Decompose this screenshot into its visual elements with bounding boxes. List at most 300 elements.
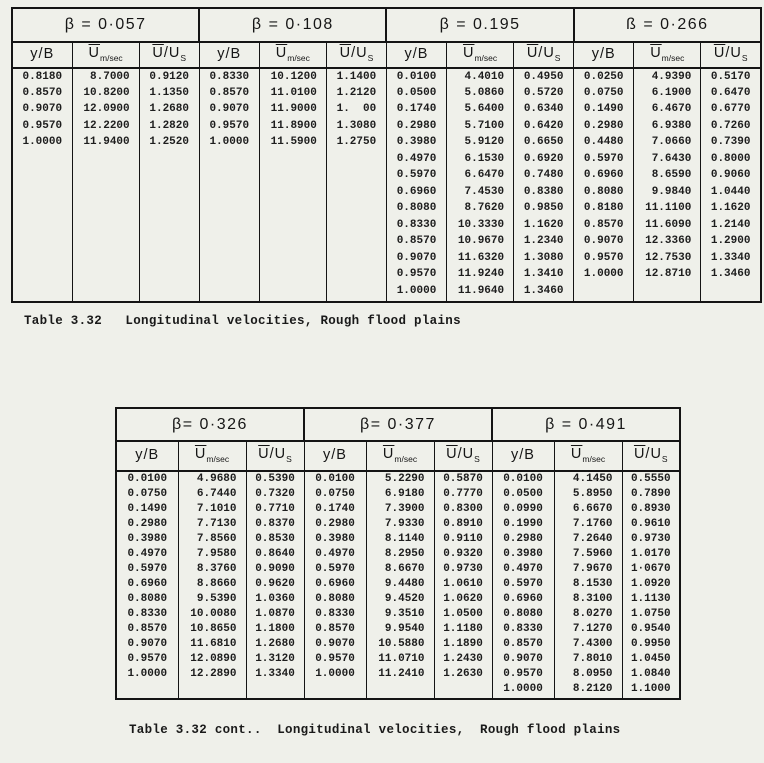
table-cell: 7.2640: [554, 531, 622, 546]
table-cell: 0.4970: [386, 150, 446, 167]
table-cell: [72, 216, 139, 233]
table-cell: [72, 233, 139, 250]
table-cell: 7.5960: [554, 546, 622, 561]
table-cell: 5.8950: [554, 486, 622, 501]
table-cell: 11.1100: [634, 200, 701, 217]
table-cell: 11.0100: [259, 84, 326, 101]
table-cell: [12, 216, 72, 233]
empty-cell: [246, 696, 304, 699]
table-cell: 8.1140: [366, 531, 434, 546]
table-cell: 0.9110: [434, 531, 492, 546]
table-cell: 0.8330: [492, 621, 554, 636]
col-header-normalized-velocity: $\overline{U}/U_S$: [434, 441, 492, 471]
table-cell: 0.8080: [127, 592, 168, 605]
table-cell: 7.4300: [554, 636, 622, 651]
table-cell: 0.2980: [304, 516, 366, 531]
table-cell: [72, 282, 139, 299]
table-cell: 0.8080: [492, 606, 554, 621]
table-cell: 7.3900: [366, 501, 434, 516]
table-cell: 10.5880: [366, 636, 434, 651]
table-cell: [199, 216, 259, 233]
table-cell: 0.8180: [22, 70, 63, 83]
table-cell: 0.8570: [304, 621, 366, 636]
table-cell: [326, 183, 386, 200]
table-cell: 11.8900: [259, 117, 326, 134]
table-cell: 1.0000: [574, 266, 634, 283]
table-cell: [139, 216, 199, 233]
table-cell: 0.0750: [304, 486, 366, 501]
table-cell: 8.3100: [554, 591, 622, 606]
table-cell: 12.3360: [634, 233, 701, 250]
table-cell: 0.9620: [246, 576, 304, 591]
col-header-y-over-b: y/B: [116, 441, 178, 471]
table-cell: [12, 200, 72, 217]
table-cell: 0.6650: [514, 134, 574, 151]
table-cell: 1.1800: [246, 621, 304, 636]
table-cell: 1.2680: [246, 636, 304, 651]
empty-cell: [634, 299, 701, 302]
empty-cell: [366, 696, 434, 699]
table-cell: 0.0500: [492, 486, 554, 501]
table-cell: 0.9070: [127, 637, 168, 650]
table-cell: 0.9070: [574, 233, 634, 250]
table-cell: 0.9120: [139, 68, 199, 85]
table-cell: 11.2410: [366, 666, 434, 681]
table-row: [116, 681, 680, 696]
table-cell: [139, 249, 199, 266]
col-header-y-over-b: y/B: [199, 42, 259, 68]
table-cell: 1.1000: [622, 681, 680, 696]
table-cell: 8.0950: [554, 666, 622, 681]
velocity-table-2: [115, 407, 681, 700]
table-cell: 0.8000: [701, 150, 761, 167]
table-cell: 0.8080: [304, 591, 366, 606]
table-cell: 1.1400: [326, 68, 386, 85]
table-cell: [72, 200, 139, 217]
table-cell: [366, 681, 434, 696]
table-cell: 6.6670: [554, 501, 622, 516]
table-cell: 9.9540: [366, 621, 434, 636]
table-cell: 1·0670: [622, 561, 680, 576]
table-cell: 7.1010: [178, 501, 246, 516]
table-cell: 1.0360: [246, 591, 304, 606]
table-cell: 0.9070: [22, 103, 63, 116]
table-cell: 1.0000: [199, 134, 259, 151]
table-cell: 1.2820: [139, 117, 199, 134]
table-cell: 8.2120: [554, 681, 622, 696]
table-row: [116, 501, 680, 516]
empty-cell: [574, 299, 634, 302]
beta-header: β = 0.195: [386, 8, 573, 42]
table-cell: 1.3120: [246, 651, 304, 666]
table-cell: 0.5970: [386, 167, 446, 184]
table-cell: [139, 150, 199, 167]
table-cell: [199, 150, 259, 167]
col-header-y-over-b: y/B: [304, 441, 366, 471]
table-cell: 0.8330: [386, 216, 446, 233]
empty-cell: [116, 696, 178, 699]
table-cell: 1.0920: [622, 576, 680, 591]
table-cell: 0.7260: [701, 117, 761, 134]
empty-cell: [259, 299, 326, 302]
table-cell: 12.2890: [178, 666, 246, 681]
velocity-table-1: [11, 7, 762, 303]
table-cell: 0.6960: [304, 576, 366, 591]
table-cell: 0.5970: [574, 150, 634, 167]
table-cell: [259, 216, 326, 233]
table-cell: 1.1130: [622, 591, 680, 606]
table-cell: 8.2950: [366, 546, 434, 561]
col-header-mean-velocity: $\overline{U}_{m/sec}$: [554, 441, 622, 471]
table-cell: [574, 282, 634, 299]
table-2-caption: Table 3.32 cont.. Longitudinal velocities, Rough flood plains: [129, 723, 621, 737]
table-cell: 0.0250: [574, 68, 634, 85]
table-cell: 7.1270: [554, 621, 622, 636]
table-cell: 0.9570: [127, 652, 168, 665]
table-cell: 5.7100: [447, 117, 514, 134]
table-cell: 12.0890: [178, 651, 246, 666]
empty-cell: [72, 299, 139, 302]
table-cell: 0.9060: [701, 167, 761, 184]
empty-cell: [326, 299, 386, 302]
table-cell: 0.6960: [127, 577, 168, 590]
table-cell: 1.2680: [139, 101, 199, 118]
table-cell: 0.2980: [492, 531, 554, 546]
table-cell: 1.0000: [492, 681, 554, 696]
table-row: [116, 651, 680, 666]
table-cell: 0.0750: [127, 487, 168, 500]
table-cell: 0.1740: [386, 101, 446, 118]
table-cell: 0.6920: [514, 150, 574, 167]
table-cell: 10.1200: [259, 68, 326, 85]
table-cell: 7.0660: [634, 134, 701, 151]
table-cell: 0.9570: [22, 119, 63, 132]
table-row: [116, 486, 680, 501]
table-cell: 10.8650: [178, 621, 246, 636]
table-cell: [12, 233, 72, 250]
table-cell: 0.2980: [127, 517, 168, 530]
table-cell: 0.8330: [199, 68, 259, 85]
table-cell: 0.7770: [434, 486, 492, 501]
table-cell: 0.5170: [701, 68, 761, 85]
empty-cell: [386, 299, 446, 302]
table-cell: 1.2630: [434, 666, 492, 681]
table-cell: 8.3760: [178, 561, 246, 576]
table-cell: [259, 282, 326, 299]
table-cell: 1.3410: [514, 266, 574, 283]
table-cell: [326, 150, 386, 167]
table-cell: 1.0170: [622, 546, 680, 561]
table-cell: 0.6960: [386, 183, 446, 200]
table-cell: 0.4970: [492, 561, 554, 576]
table-cell: 0.4970: [127, 547, 168, 560]
empty-cell: [514, 299, 574, 302]
table-cell: 0.8910: [434, 516, 492, 531]
table-cell: 1.2120: [326, 84, 386, 101]
table-cell: [116, 681, 178, 696]
beta-header: β = 0·491: [492, 408, 680, 441]
table-cell: 0.9610: [622, 516, 680, 531]
table-cell: [259, 249, 326, 266]
table-cell: 0.8180: [574, 200, 634, 217]
table-cell: 0.9570: [199, 117, 259, 134]
table-filler-row: [12, 299, 761, 302]
table-cell: 5.0860: [447, 84, 514, 101]
table-row: [116, 621, 680, 636]
table-cell: 0.3980: [127, 532, 168, 545]
empty-cell: [139, 299, 199, 302]
table-1-caption: Table 3.32 Longitudinal velocities, Rough flood plains: [24, 314, 461, 328]
table-cell: 1.2430: [434, 651, 492, 666]
table-cell: [12, 282, 72, 299]
table-cell: 9.5390: [178, 591, 246, 606]
table-cell: 0.5720: [514, 84, 574, 101]
table-cell: [199, 249, 259, 266]
table-cell: 1.1890: [434, 636, 492, 651]
table-cell: 7.9670: [554, 561, 622, 576]
table-cell: 0.0990: [492, 501, 554, 516]
table-cell: [326, 233, 386, 250]
table-cell: 0.3980: [304, 531, 366, 546]
table-cell: [139, 167, 199, 184]
beta-header: β= 0·377: [304, 408, 492, 441]
table-row: [12, 84, 761, 101]
table-cell: 0.6960: [492, 591, 554, 606]
table-cell: [326, 216, 386, 233]
table-cell: 0.1490: [574, 101, 634, 118]
table-cell: 1.3460: [701, 266, 761, 283]
beta-header: ß = 0·266: [574, 8, 761, 42]
table-cell: 0.9570: [304, 651, 366, 666]
table-cell: [199, 183, 259, 200]
table-cell: 0.9570: [386, 266, 446, 283]
table-cell: 5.9120: [447, 134, 514, 151]
table-cell: [199, 282, 259, 299]
table-row: [12, 134, 761, 151]
table-cell: [326, 249, 386, 266]
table-row: [116, 606, 680, 621]
table-cell: 10.3330: [447, 216, 514, 233]
table-cell: 8.1530: [554, 576, 622, 591]
table-cell: 0.8640: [246, 546, 304, 561]
table-cell: 0.9070: [492, 651, 554, 666]
table-cell: [326, 266, 386, 283]
table-cell: 0.1990: [492, 516, 554, 531]
table-cell: [199, 200, 259, 217]
table-cell: 0.8370: [246, 516, 304, 531]
table-cell: [12, 249, 72, 266]
col-header-mean-velocity: $\overline{U}_{m/sec}$: [447, 42, 514, 68]
beta-header: β = 0·108: [199, 8, 386, 42]
table-cell: 0.6340: [514, 101, 574, 118]
table-cell: 0.8300: [434, 501, 492, 516]
table-cell: [259, 150, 326, 167]
table-cell: 1.1620: [701, 200, 761, 217]
table-row: [116, 636, 680, 651]
table-cell: 0.0500: [386, 84, 446, 101]
table-cell: 6.1900: [634, 84, 701, 101]
table-cell: 4.1450: [554, 471, 622, 486]
table-cell: 0.9570: [492, 666, 554, 681]
table-cell: 0.2980: [574, 117, 634, 134]
table-row: [12, 68, 761, 85]
table-cell: 0.5870: [434, 471, 492, 486]
table-cell: 0.1740: [304, 501, 366, 516]
empty-cell: [434, 696, 492, 699]
table-cell: 1.3080: [326, 117, 386, 134]
table-cell: 8.0270: [554, 606, 622, 621]
table-cell: 0.4950: [514, 68, 574, 85]
table-cell: 0.9850: [514, 200, 574, 217]
table-cell: 0.0750: [574, 84, 634, 101]
table-cell: 0.7710: [246, 501, 304, 516]
table-cell: 6.9380: [634, 117, 701, 134]
table-cell: [139, 266, 199, 283]
table-cell: 0.8570: [127, 622, 168, 635]
table-cell: [72, 266, 139, 283]
table-cell: 0.9320: [434, 546, 492, 561]
table-cell: 6.9180: [366, 486, 434, 501]
table-cell: 1.0840: [622, 666, 680, 681]
beta-header: β= 0·326: [116, 408, 304, 441]
table-row: [116, 591, 680, 606]
table-cell: 0.7390: [701, 134, 761, 151]
table-cell: 7.9330: [366, 516, 434, 531]
table-cell: 9.9840: [634, 183, 701, 200]
table-cell: [199, 233, 259, 250]
empty-cell: [178, 696, 246, 699]
table-cell: 0.8570: [492, 636, 554, 651]
table-cell: 0.7320: [246, 486, 304, 501]
table-cell: 0.8570: [22, 86, 63, 99]
table-row: [12, 167, 761, 184]
table-cell: [12, 150, 72, 167]
table-cell: 7.4530: [447, 183, 514, 200]
table-cell: 7.7130: [178, 516, 246, 531]
table-cell: 11.6810: [178, 636, 246, 651]
table-cell: 0.6960: [574, 167, 634, 184]
table-cell: 1.0750: [622, 606, 680, 621]
table-cell: [12, 167, 72, 184]
table-cell: 0.5970: [304, 561, 366, 576]
table-cell: 0.0100: [386, 68, 446, 85]
table-cell: 9.4520: [366, 591, 434, 606]
table-cell: 1.1350: [139, 84, 199, 101]
table-cell: 8.7000: [72, 68, 139, 85]
table-cell: [12, 183, 72, 200]
col-header-normalized-velocity: $\overline{U}/U_S$: [514, 42, 574, 68]
table-cell: 0.9070: [304, 636, 366, 651]
table-cell: 4.9680: [178, 471, 246, 486]
table-row: [116, 666, 680, 681]
table-cell: 1.0870: [246, 606, 304, 621]
empty-cell: [199, 299, 259, 302]
table-cell: 0.2980: [386, 117, 446, 134]
table-cell: 0.5550: [622, 471, 680, 486]
table-cell: 8.6670: [366, 561, 434, 576]
table-cell: 12.7530: [634, 249, 701, 266]
table-cell: 0.8530: [246, 531, 304, 546]
table-cell: [304, 681, 366, 696]
table-cell: 1. 00: [326, 101, 386, 118]
table-cell: [259, 266, 326, 283]
table-cell: 1.3080: [514, 249, 574, 266]
table-cell: 1.0000: [127, 667, 168, 680]
table-cell: 6.4670: [634, 101, 701, 118]
col-header-y-over-b: y/B: [12, 42, 72, 68]
table-cell: 11.6090: [634, 216, 701, 233]
table-cell: [139, 200, 199, 217]
table-cell: 7.8010: [554, 651, 622, 666]
table-cell: [259, 183, 326, 200]
table-cell: 4.4010: [447, 68, 514, 85]
table-cell: [139, 183, 199, 200]
table-row: [12, 117, 761, 134]
col-header-mean-velocity: $\overline{U}_{m/sec}$: [366, 441, 434, 471]
table-cell: 0.6770: [701, 101, 761, 118]
table-cell: 8.6590: [634, 167, 701, 184]
table-cell: [199, 167, 259, 184]
table-cell: 0.4480: [574, 134, 634, 151]
table-cell: 0.0100: [304, 471, 366, 486]
table-cell: 0.8080: [574, 183, 634, 200]
table-cell: 11.0710: [366, 651, 434, 666]
col-header-normalized-velocity: $\overline{U}/U_S$: [139, 42, 199, 68]
table-cell: 1.0000: [304, 666, 366, 681]
table-cell: 0.8570: [574, 216, 634, 233]
table-cell: [72, 249, 139, 266]
table-cell: 0.4970: [304, 546, 366, 561]
table-cell: 0.5970: [492, 576, 554, 591]
table-cell: 1.0500: [434, 606, 492, 621]
table-cell: [72, 183, 139, 200]
table-cell: [701, 282, 761, 299]
col-header-mean-velocity: $\overline{U}_{m/sec}$: [72, 42, 139, 68]
table-cell: 0.0100: [127, 473, 168, 485]
table-cell: [199, 266, 259, 283]
table-cell: 10.8200: [72, 84, 139, 101]
table-cell: 9.3510: [366, 606, 434, 621]
table-cell: [12, 266, 72, 283]
table-row: [12, 282, 761, 299]
table-cell: [259, 233, 326, 250]
table-cell: 0.8930: [622, 501, 680, 516]
table-cell: 0.9950: [622, 636, 680, 651]
table-cell: 0.8080: [386, 200, 446, 217]
table-cell: 0.1490: [127, 502, 168, 515]
table-row: [116, 546, 680, 561]
col-header-y-over-b: y/B: [386, 42, 446, 68]
table-row: [12, 216, 761, 233]
empty-cell: [701, 299, 761, 302]
table-cell: 0.6470: [701, 84, 761, 101]
table-cell: [326, 167, 386, 184]
table-cell: [326, 200, 386, 217]
table-cell: 11.5900: [259, 134, 326, 151]
table-cell: 11.9000: [259, 101, 326, 118]
table-cell: 1.2340: [514, 233, 574, 250]
table-cell: 0.9570: [574, 249, 634, 266]
table-cell: 0.9730: [434, 561, 492, 576]
table-cell: 0.9540: [622, 621, 680, 636]
table-cell: 6.6470: [447, 167, 514, 184]
table-cell: 0.8330: [127, 607, 168, 620]
table-cell: 1.3340: [246, 666, 304, 681]
table-cell: 11.9640: [447, 282, 514, 299]
empty-cell: [622, 696, 680, 699]
table-row: [12, 150, 761, 167]
table-row: [12, 266, 761, 283]
